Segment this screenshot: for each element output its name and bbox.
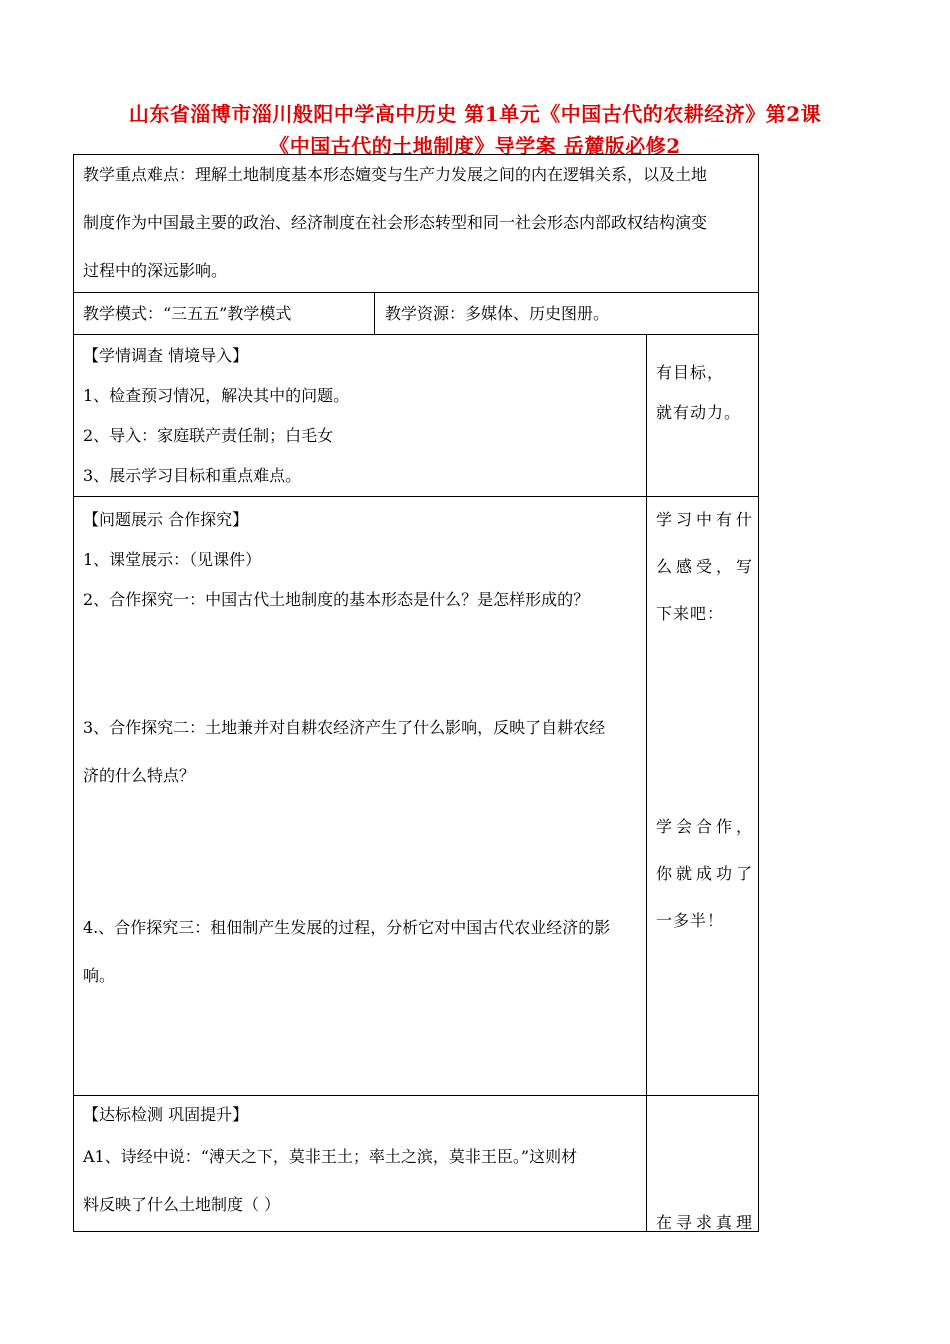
section1-side-note: 有目标， — [656, 363, 725, 382]
section2-side-note: 么感受，写 — [656, 557, 757, 576]
row-divider — [74, 496, 758, 497]
section2-side-note: 学习中有什 — [656, 510, 757, 529]
section1-item: 1、检查预习情况，解决其中的问题。 — [83, 386, 350, 405]
document-title-line1: 山东省淄博市淄川般阳中学高中历史 第1单元《中国古代的农耕经济》第2课 — [128, 102, 822, 126]
row-divider — [74, 334, 758, 335]
section3-question: 料反映了什么土地制度（ ） — [83, 1195, 281, 1214]
section2-item: 3、合作探究二：土地兼并对自耕农经济产生了什么影响，反映了自耕农经 — [83, 718, 606, 737]
section3-side-note: 在寻求真理 — [656, 1213, 757, 1232]
section2-side-note: 下来吧： — [656, 604, 725, 623]
section3-question: A1、诗经中说：“溥天之下，莫非王土；率土之滨，莫非王臣。”这则材 — [83, 1147, 578, 1166]
section2-header: 【问题展示 合作探究】 — [83, 510, 249, 529]
section1-side-note: 就有动力。 — [656, 403, 742, 422]
section1-header: 【学情调查 情境导入】 — [83, 346, 249, 365]
section2-side-note: 你就成功了 — [656, 864, 757, 883]
row-divider — [74, 292, 758, 293]
row-divider — [74, 1095, 758, 1096]
section2-side-note: 一多半！ — [656, 911, 725, 930]
section1-item: 3、展示学习目标和重点难点。 — [83, 466, 302, 485]
teaching-focus-line2: 制度作为中国最主要的政治、经济制度在社会形态转型和同一社会形态内部政权结构演变 — [83, 213, 708, 232]
teaching-focus-line3: 过程中的深远影响。 — [83, 261, 228, 280]
column-divider — [374, 292, 375, 334]
teaching-focus-line1: 教学重点难点：理解土地制度基本形态嬗变与生产力发展之间的内在逻辑关系，以及土地 — [83, 165, 708, 184]
section2-item: 2、合作探究一：中国古代土地制度的基本形态是什么？是怎样形成的？ — [83, 590, 590, 609]
teaching-mode: 教学模式：“三五五”教学模式 — [83, 304, 292, 323]
section1-item: 2、导入：家庭联产责任制；白毛女 — [83, 426, 334, 445]
document-title-line2: 《中国古代的土地制度》导学案 岳麓版必修2 — [269, 134, 681, 158]
lesson-plan-table — [73, 154, 759, 1232]
teaching-resources: 教学资源：多媒体、历史图册。 — [385, 304, 610, 323]
section2-side-note: 学会合作， — [656, 817, 757, 836]
section2-item: 响。 — [83, 966, 116, 985]
section3-header: 【达标检测 巩固提升】 — [83, 1105, 249, 1124]
column-divider — [646, 334, 647, 1231]
section2-item: 4.、合作探究三：租佃制产生发展的过程，分析它对中国古代农业经济的影 — [83, 918, 611, 937]
section2-item: 济的什么特点？ — [83, 766, 196, 785]
section2-item: 1、课堂展示：（见课件） — [83, 550, 262, 569]
